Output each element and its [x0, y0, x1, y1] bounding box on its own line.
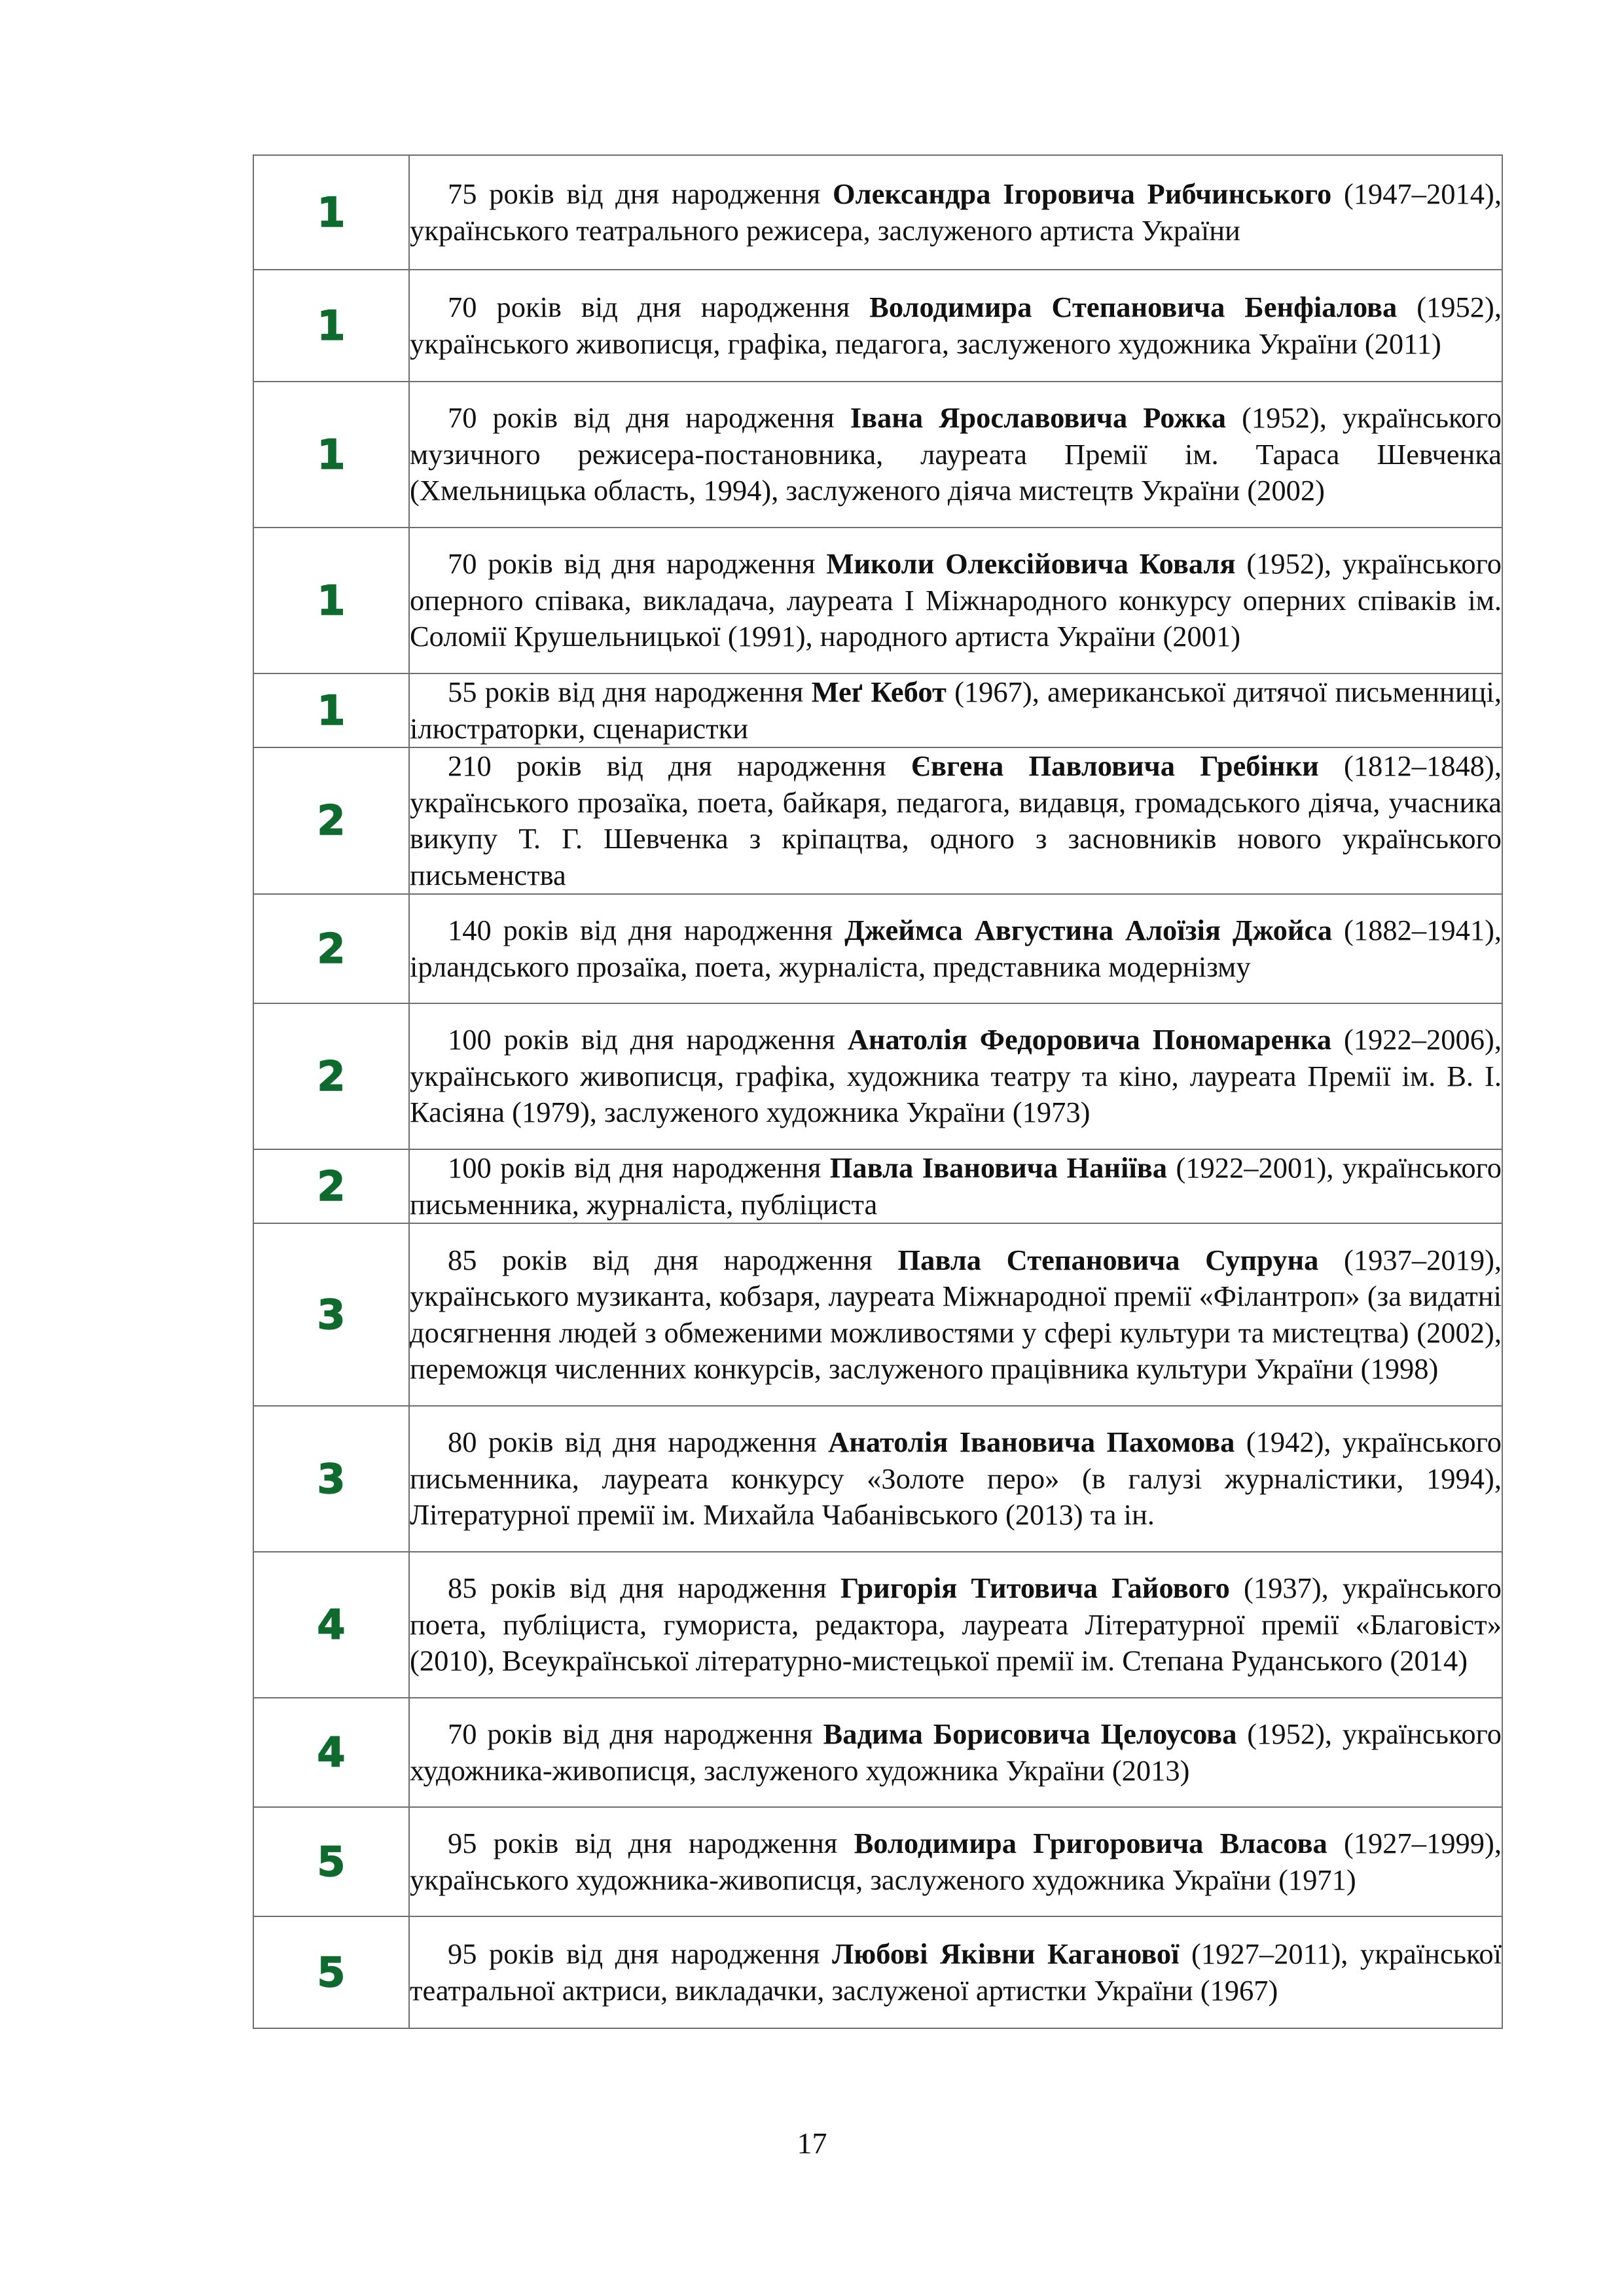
day-cell: [253, 528, 409, 673]
person-name: Миколи Олексійовича Коваля: [826, 547, 1236, 581]
entry-cell: [409, 1916, 1502, 2028]
table-row: [253, 747, 1502, 894]
entry-cell: [409, 1149, 1502, 1223]
person-name: Джеймса Августина Алоїзія Джойса: [844, 914, 1333, 946]
day-number: 1: [317, 188, 346, 236]
entry-cell: [409, 747, 1502, 894]
entry-text: 80 років від дня народження Анатолія Івановича Пахомова (1942), українського письменника, лауреата конкурсу «Золоте перо» (в галузі журналістики, 1994), Літературної премії ім. Михайла Чабанівського (2013) та ін.: [410, 1426, 1502, 1532]
day-number: 3: [317, 1290, 346, 1338]
entry-cell: [409, 1003, 1502, 1149]
table-row: [253, 1406, 1502, 1552]
day-number: 1: [317, 430, 346, 478]
entry-cell: [409, 382, 1502, 528]
entry-cell: [409, 528, 1502, 673]
entry-cell: [409, 155, 1502, 270]
day-number: 2: [317, 1052, 346, 1100]
person-name: Вадима Борисовича Целоусова: [823, 1717, 1237, 1750]
table-row: [253, 673, 1502, 747]
entry-cell: [409, 1552, 1502, 1698]
anniversary-calendar-table: [253, 154, 1503, 2029]
table-row: [253, 382, 1502, 528]
day-cell: [253, 1916, 409, 2028]
entry-text: 85 років від дня народження Павла Степановича Супруна (1937–2019), українського музиканта, кобзаря, лауреата Міжнародної премії «Філантроп» (за видатні досягнення людей з обмеженими можливостями у сфері культури та мистецтва) (2002), переможця численних конкурсів, заслуженого працівника культури України (1998): [410, 1243, 1502, 1385]
entry-cell: [409, 673, 1502, 747]
day-cell: [253, 1698, 409, 1807]
entry-text: 95 років від дня народження Володимира Григоровича Власова (1927–1999), українського художника-живописця, заслуженого художника України (1971): [410, 1827, 1502, 1896]
person-name: Григорія Титовича Гайового: [840, 1571, 1230, 1605]
day-number: 4: [317, 1600, 346, 1649]
person-name: Євгена Павловича Гребінки: [911, 749, 1319, 782]
entry-text: 210 років від дня народження Євгена Павловича Гребінки (1812–1848), українського прозаїка, поета, байкаря, педагога, видавця, громадського діяча, учасника викупу Т. Г. Шевченка з кріпацтва, одного з засновників нового українського письменства: [410, 749, 1502, 891]
table-row: [253, 1003, 1502, 1149]
table-row: [253, 528, 1502, 673]
day-number: 1: [317, 301, 346, 350]
entry-text: 140 років від дня народження Джеймса Августина Алоїзія Джойса (1882–1941), ірландського прозаїка, поета, журналіста, представника модернізму: [410, 914, 1502, 983]
day-number: 4: [317, 1728, 346, 1776]
day-number: 3: [317, 1454, 346, 1503]
person-name: Івана Ярославовича Рожка: [850, 401, 1226, 435]
entry-cell: [409, 894, 1502, 1003]
day-number: 1: [317, 686, 346, 734]
day-number: 2: [317, 797, 346, 844]
table-row: [253, 155, 1502, 270]
person-name: Павла Степановича Супруна: [897, 1243, 1319, 1276]
day-cell: [253, 1807, 409, 1916]
entry-cell: [409, 1406, 1502, 1552]
entry-text: 100 років від дня народження Павла Івановича Наніїва (1922–2001), українського письменника, журналіста, публіциста: [410, 1151, 1502, 1221]
person-name: Любові Яківни Каганової: [832, 1937, 1180, 1970]
entry-text: 55 років від дня народження Меґ Кебот (1967), американської дитячої письменниці, ілюстраторки, сценаристки: [410, 675, 1502, 745]
entry-cell: [409, 1807, 1502, 1916]
day-cell: [253, 673, 409, 747]
day-cell: [253, 382, 409, 528]
table-row: [253, 1149, 1502, 1223]
entry-text: 70 років від дня народження Вадима Борисовича Целоусова (1952), українського художника-живописця, заслуженого художника України (2013): [410, 1717, 1502, 1787]
entry-text: 85 років від дня народження Григорія Титовича Гайового (1937), українського поета, публіциста, гумориста, редактора, лауреата Літературної премії «Благовіст» (2010), Всеукраїнської літературно-мистецької премії ім. Степана Руданського (2014): [410, 1571, 1502, 1677]
entry-text: 70 років від дня народження Івана Ярославовича Рожка (1952), українського музичного режисера-постановника, лауреата Премії ім. Тараса Шевченка (Хмельницька область, 1994), заслуженого діяча мистецтв України (2002): [410, 401, 1502, 507]
day-cell: [253, 270, 409, 382]
entry-text: 70 років від дня народження Миколи Олексійовича Коваля (1952), українського оперного співака, викладача, лауреата І Міжнародного конкурсу оперних співаків ім. Соломії Крушельницької (1991), народного артиста України (2001): [410, 547, 1502, 653]
entry-cell: [409, 1698, 1502, 1807]
day-number: 2: [317, 1162, 346, 1210]
person-name: Володимира Степановича Бенфіалова: [869, 291, 1398, 323]
entry-text: 70 років від дня народження Володимира Степановича Бенфіалова (1952), українського живописця, графіка, педагога, заслуженого художника України (2011): [410, 291, 1502, 360]
entry-cell: [409, 270, 1502, 382]
day-cell: [253, 894, 409, 1003]
page-number: 17: [797, 2126, 827, 2160]
person-name: Анатолія Федоровича Пономаренка: [847, 1023, 1332, 1056]
table-row: [253, 1223, 1502, 1406]
table-row: [253, 270, 1502, 382]
day-number: 1: [317, 576, 346, 624]
table-row: [253, 1552, 1502, 1698]
day-cell: [253, 747, 409, 894]
person-name: Олександра Ігоровича Рибчинського: [832, 177, 1332, 210]
table-row: [253, 894, 1502, 1003]
table-row: [253, 1916, 1502, 2028]
table-row: [253, 1807, 1502, 1916]
table-row: [253, 1698, 1502, 1807]
entry-text: 100 років від дня народження Анатолія Федоровича Пономаренка (1922–2006), українського живописця, графіка, художника театру та кіно, лауреата Премії ім. В. І. Касіяна (1979), заслуженого художника України (1973): [410, 1023, 1502, 1129]
day-number: 2: [317, 924, 346, 973]
person-name: Павла Івановича Наніїва: [829, 1151, 1168, 1184]
day-cell: [253, 1552, 409, 1698]
day-number: 5: [317, 1948, 346, 1996]
person-name: Володимира Григоровича Власова: [854, 1827, 1327, 1859]
person-name: Меґ Кебот: [811, 675, 947, 708]
entry-text: 75 років від дня народження Олександра Ігоровича Рибчинського (1947–2014), українського театрального режисера, заслуженого артиста України: [410, 177, 1502, 247]
person-name: Анатолія Івановича Пахомова: [828, 1426, 1235, 1459]
day-cell: [253, 1406, 409, 1552]
day-cell: [253, 155, 409, 270]
day-number: 5: [317, 1837, 346, 1886]
entry-cell: [409, 1223, 1502, 1406]
day-cell: [253, 1149, 409, 1223]
entry-text: 95 років від дня народження Любові Яківни Каганової (1927–2011), української театральної актриси, викладачки, заслуженої артистки України (1967): [410, 1937, 1502, 2007]
day-cell: [253, 1223, 409, 1406]
day-cell: [253, 1003, 409, 1149]
